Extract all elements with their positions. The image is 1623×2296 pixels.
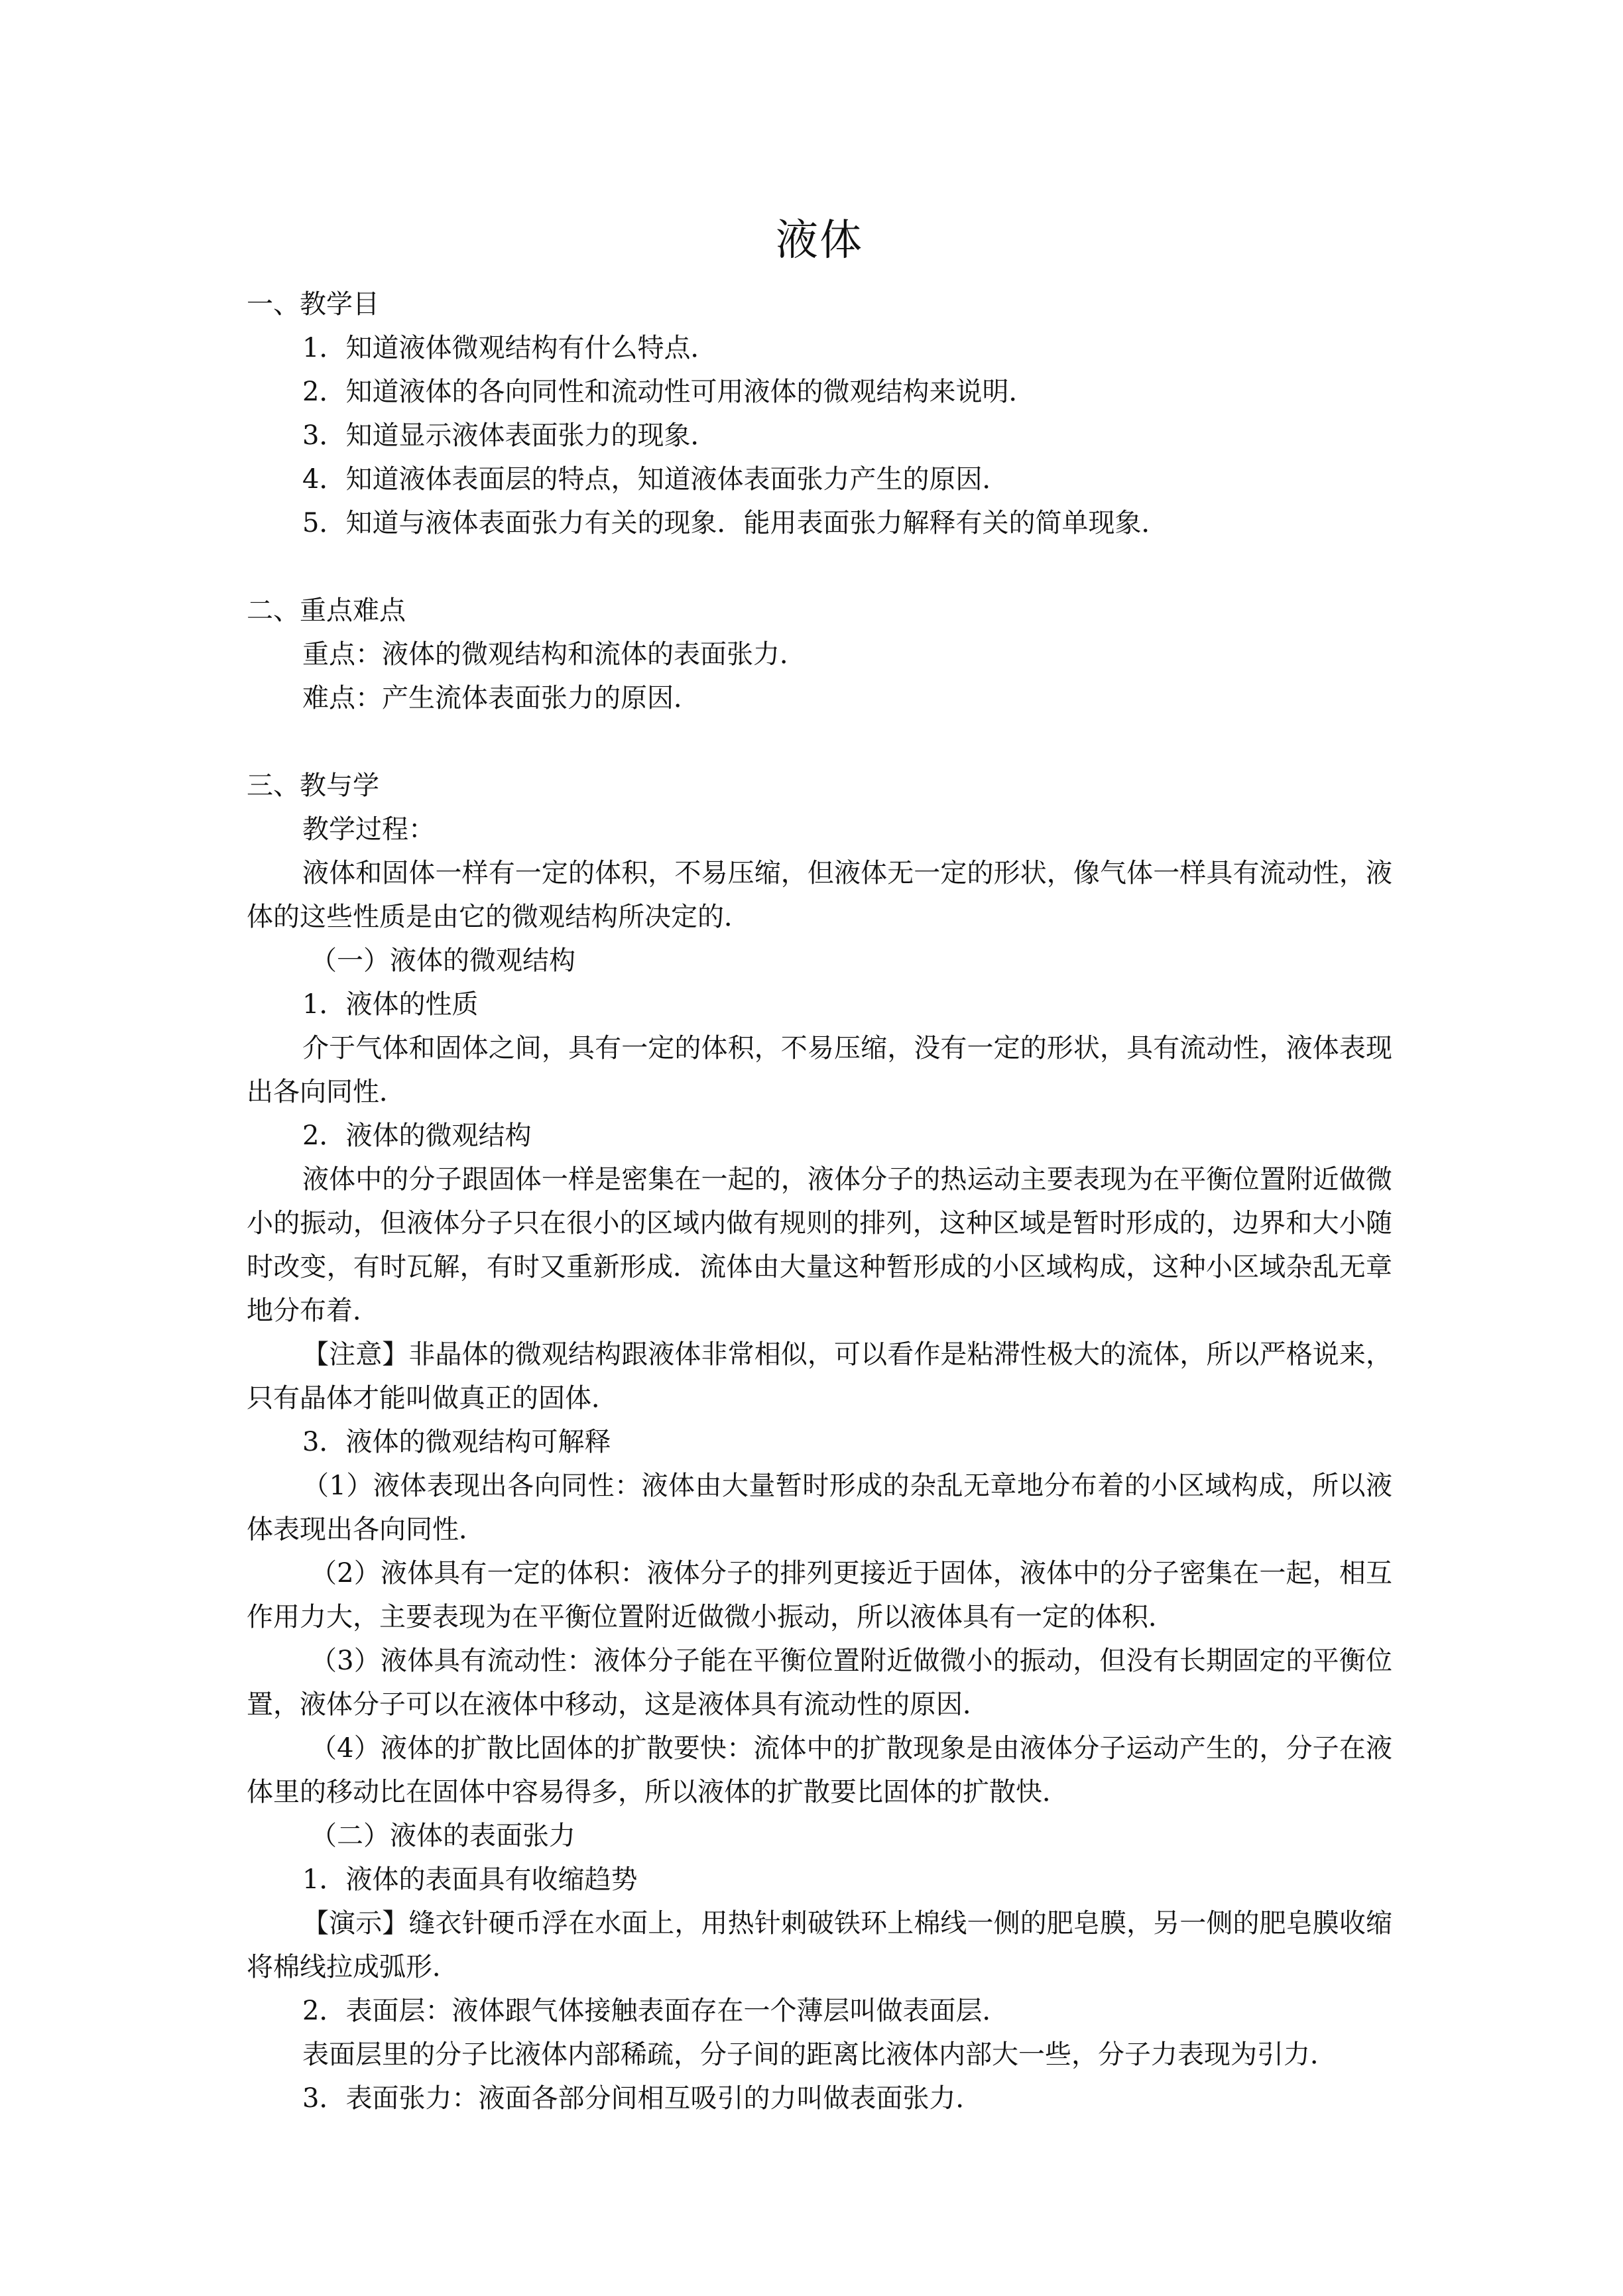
paragraph: 3．表面张力：液面各部分间相互吸引的力叫做表面张力． bbox=[302, 2083, 983, 2114]
spacer bbox=[247, 545, 1392, 589]
section-heading-objectives: 一、教学目 bbox=[247, 289, 379, 320]
subsection-title: 3．液体的微观结构可解释 bbox=[302, 1427, 611, 1457]
subsection-title: 2．液体的微观结构 bbox=[302, 1120, 532, 1151]
objective-item: 4．知道液体表面层的特点，知道液体表面张力产生的原因． bbox=[302, 464, 1009, 495]
teaching-process-label: 教学过程： bbox=[302, 814, 435, 845]
part-two-title: （二）液体的表面张力 bbox=[310, 1821, 575, 1851]
document-title: 液体 bbox=[776, 216, 863, 265]
paragraph: 液体中的分子跟固体一样是密集在一起的，液体分子的热运动主要表现为在平衡位置附近做微小的振动，但液体分子只在很小的区域内做有规则的排列，这种区域是暂时形成的，边界和大小随时改变，有时瓦解，有时又重新形成．流体由大量这种暂形成的小区域构成，这种小区域杂乱无章地分布着． bbox=[247, 1164, 1392, 1326]
demo-paragraph: 【演示】缝衣针硬币浮在水面上，用热针刺破铁环上棉线一侧的肥皂膜，另一侧的肥皂膜收缩将棉线拉成弧形． bbox=[247, 1908, 1392, 1982]
part-one-title: （一）液体的微观结构 bbox=[310, 945, 575, 976]
objective-item: 2．知道液体的各向同性和流动性可用液体的微观结构来说明． bbox=[302, 377, 1036, 407]
note-paragraph: 【注意】非晶体的微观结构跟液体非常相似，可以看作是粘滞性极大的流体，所以严格说来，只有晶体才能叫做真正的固体． bbox=[247, 1339, 1392, 1414]
intro-paragraph: 液体和固体一样有一定的体积，不易压缩，但液体无一定的形状，像气体一样具有流动性，液体的这些性质是由它的微观结构所决定的． bbox=[247, 858, 1392, 932]
subsection-title: 1．液体的表面具有收缩趋势 bbox=[302, 1864, 638, 1895]
objective-item: 5．知道与液体表面张力有关的现象．能用表面张力解释有关的简单现象． bbox=[302, 508, 1168, 538]
spacer bbox=[247, 720, 1392, 764]
objective-item: 1．知道液体微观结构有什么特点． bbox=[302, 333, 717, 363]
document-body bbox=[247, 282, 1392, 2120]
paragraph: 表面层里的分子比液体内部稀疏，分子间的距离比液体内部大一些，分子力表现为引力． bbox=[302, 2039, 1337, 2070]
difficult-point: 难点：产生流体表面张力的原因． bbox=[302, 683, 700, 713]
subsection-title: 1．液体的性质 bbox=[302, 989, 479, 1020]
section-heading-teaching: 三、教与学 bbox=[247, 770, 379, 801]
explanation-item: （4）液体的扩散比固体的扩散要快：流体中的扩散现象是由液体分子运动产生的，分子在液体里的移动比在固体中容易得多，所以液体的扩散要比固体的扩散快． bbox=[247, 1733, 1392, 1807]
paragraph: 2．表面层：液体跟气体接触表面存在一个薄层叫做表面层． bbox=[302, 1996, 1009, 2026]
section-heading-key-points: 二、重点难点 bbox=[247, 595, 406, 626]
key-point: 重点：液体的微观结构和流体的表面张力． bbox=[302, 639, 806, 670]
explanation-item: （1）液体表现出各向同性：液体由大量暂时形成的杂乱无章地分布着的小区域构成，所以液体表现出各向同性． bbox=[247, 1471, 1392, 1545]
explanation-item: （3）液体具有流动性：液体分子能在平衡位置附近做微小的振动，但没有长期固定的平衡位置，液体分子可以在液体中移动，这是液体具有流动性的原因． bbox=[247, 1646, 1392, 1720]
objective-item: 3．知道显示液体表面张力的现象． bbox=[302, 420, 717, 451]
paragraph: 介于气体和固体之间，具有一定的体积，不易压缩，没有一定的形状，具有流动性，液体表现出各向同性． bbox=[247, 1033, 1392, 1107]
explanation-item: （2）液体具有一定的体积：液体分子的排列更接近于固体，液体中的分子密集在一起，相互作用力大，主要表现为在平衡位置附近做微小振动，所以液体具有一定的体积． bbox=[247, 1558, 1392, 1632]
